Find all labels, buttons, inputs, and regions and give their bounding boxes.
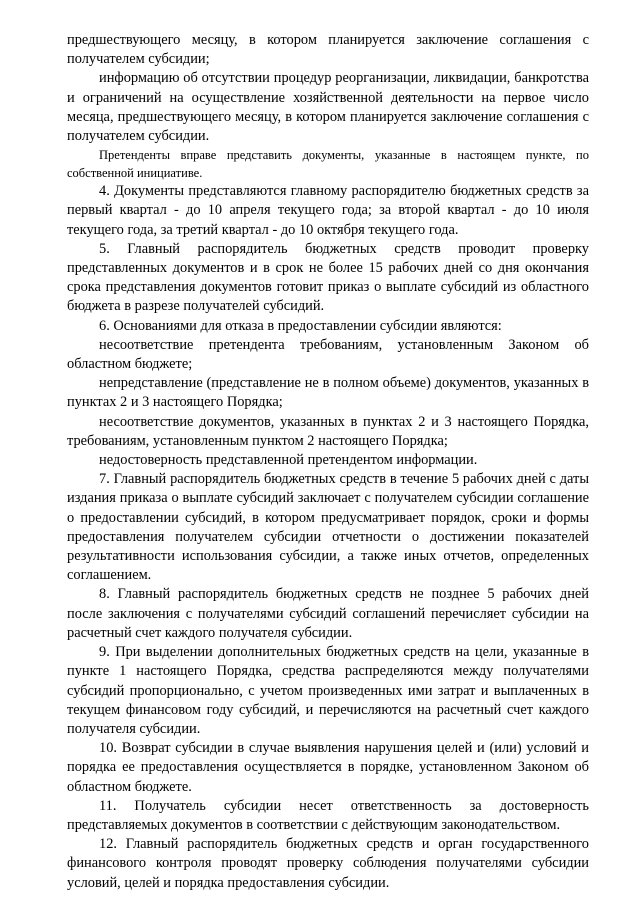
document-page (67, 31, 589, 893)
paragraph-item-5: 5. Главный распорядитель бюджетных средств проводит проверку представленных документов и в срок не более 15 рабочих дней со дня окончания срока представления документов готовит приказ о выплате субсидий из областного бюджета в разрезе получателей субсидий. (67, 240, 589, 315)
paragraph-item-9: 9. При выделении дополнительных бюджетных средств на цели, указанные в пункте 1 настоящего Порядка, средства распределяются между получателями субсидий пропорционально, с учетом произведенных ими затрат и выплаченных в текущем финансовом году субсидий, и перечисляются на расчетный счет каждого получателя субсидии. (67, 644, 589, 737)
paragraph-reorganization-info: информацию об отсутствии процедур реорганизации, ликвидации, банкротства и ограничений на осуществление хозяйственной деятельности на первое число месяца, предшествующего месяцу, в котором планируется заключение соглашения с получателем субсидии. (67, 70, 589, 145)
paragraph-item-7: 7. Главный распорядитель бюджетных средств в течение 5 рабочих дней с даты издания приказа о выплате субсидий заключает с получателем субсидии соглашение о предоставлении субсидий, в котором предусматривает порядок, сроки и формы предоставления получателем субсидии отчетности о достижении показателей результативности использования субсидии, а также иных отчетов, определенных соглашением. (67, 471, 589, 584)
paragraph-item-11: 11. Получатель субсидии несет ответственность за достоверность представляемых документов в соответствии с действующим законодательством. (67, 797, 589, 833)
paragraph-refusal-reason-3: несоответствие документов, указанных в пунктах 2 и 3 настоящего Порядка, требованиям, установленным пунктом 2 настоящего Порядка; (67, 413, 589, 449)
paragraph-refusal-reason-1: несоответствие претендента требованиям, установленным Законом об областном бюджете; (67, 336, 589, 373)
paragraph-item-4: 4. Документы представляются главному распорядителю бюджетных средств за первый квартал - до 10 апреля текущего года; за второй квартал - до 10 июля текущего года, за третий квартал - до 10 октября текущего года. (67, 183, 589, 238)
paragraph-own-initiative: Претенденты вправе представить документы, указанные в настоящем пункте, по собственной инициативе. (67, 148, 589, 181)
paragraph-refusal-reason-2: непредставление (представление не в полном объеме) документов, указанных в пунктах 2 и 3 настоящего Порядка; (67, 375, 589, 411)
paragraph-refusal-reason-4: недостоверность представленной претендентом информации. (99, 452, 478, 469)
paragraph-item-12: 12. Главный распорядитель бюджетных средств и орган государственного финансового контроля проводят проверку соблюдения получателями субсидии условий, целей и порядка предоставления субсидии. (67, 836, 589, 891)
paragraph-item-8: 8. Главный распорядитель бюджетных средств не позднее 5 рабочих дней после заключения с получателями субсидий соглашений перечисляет субсидии на расчетный счет каждого получателя субсидии. (67, 586, 589, 641)
paragraph-recipient-continuation: предшествующего месяцу, в котором планируется заключение соглашения с получателем субсидии; (67, 32, 589, 68)
paragraph-item-10: 10. Возврат субсидии в случае выявления нарушения целей и (или) условий и порядка ее предоставления осуществляется в порядке, установленном Законом об областном бюджете. (67, 740, 589, 795)
paragraph-item-6: 6. Основаниями для отказа в предоставлении субсидии являются: (99, 317, 502, 334)
